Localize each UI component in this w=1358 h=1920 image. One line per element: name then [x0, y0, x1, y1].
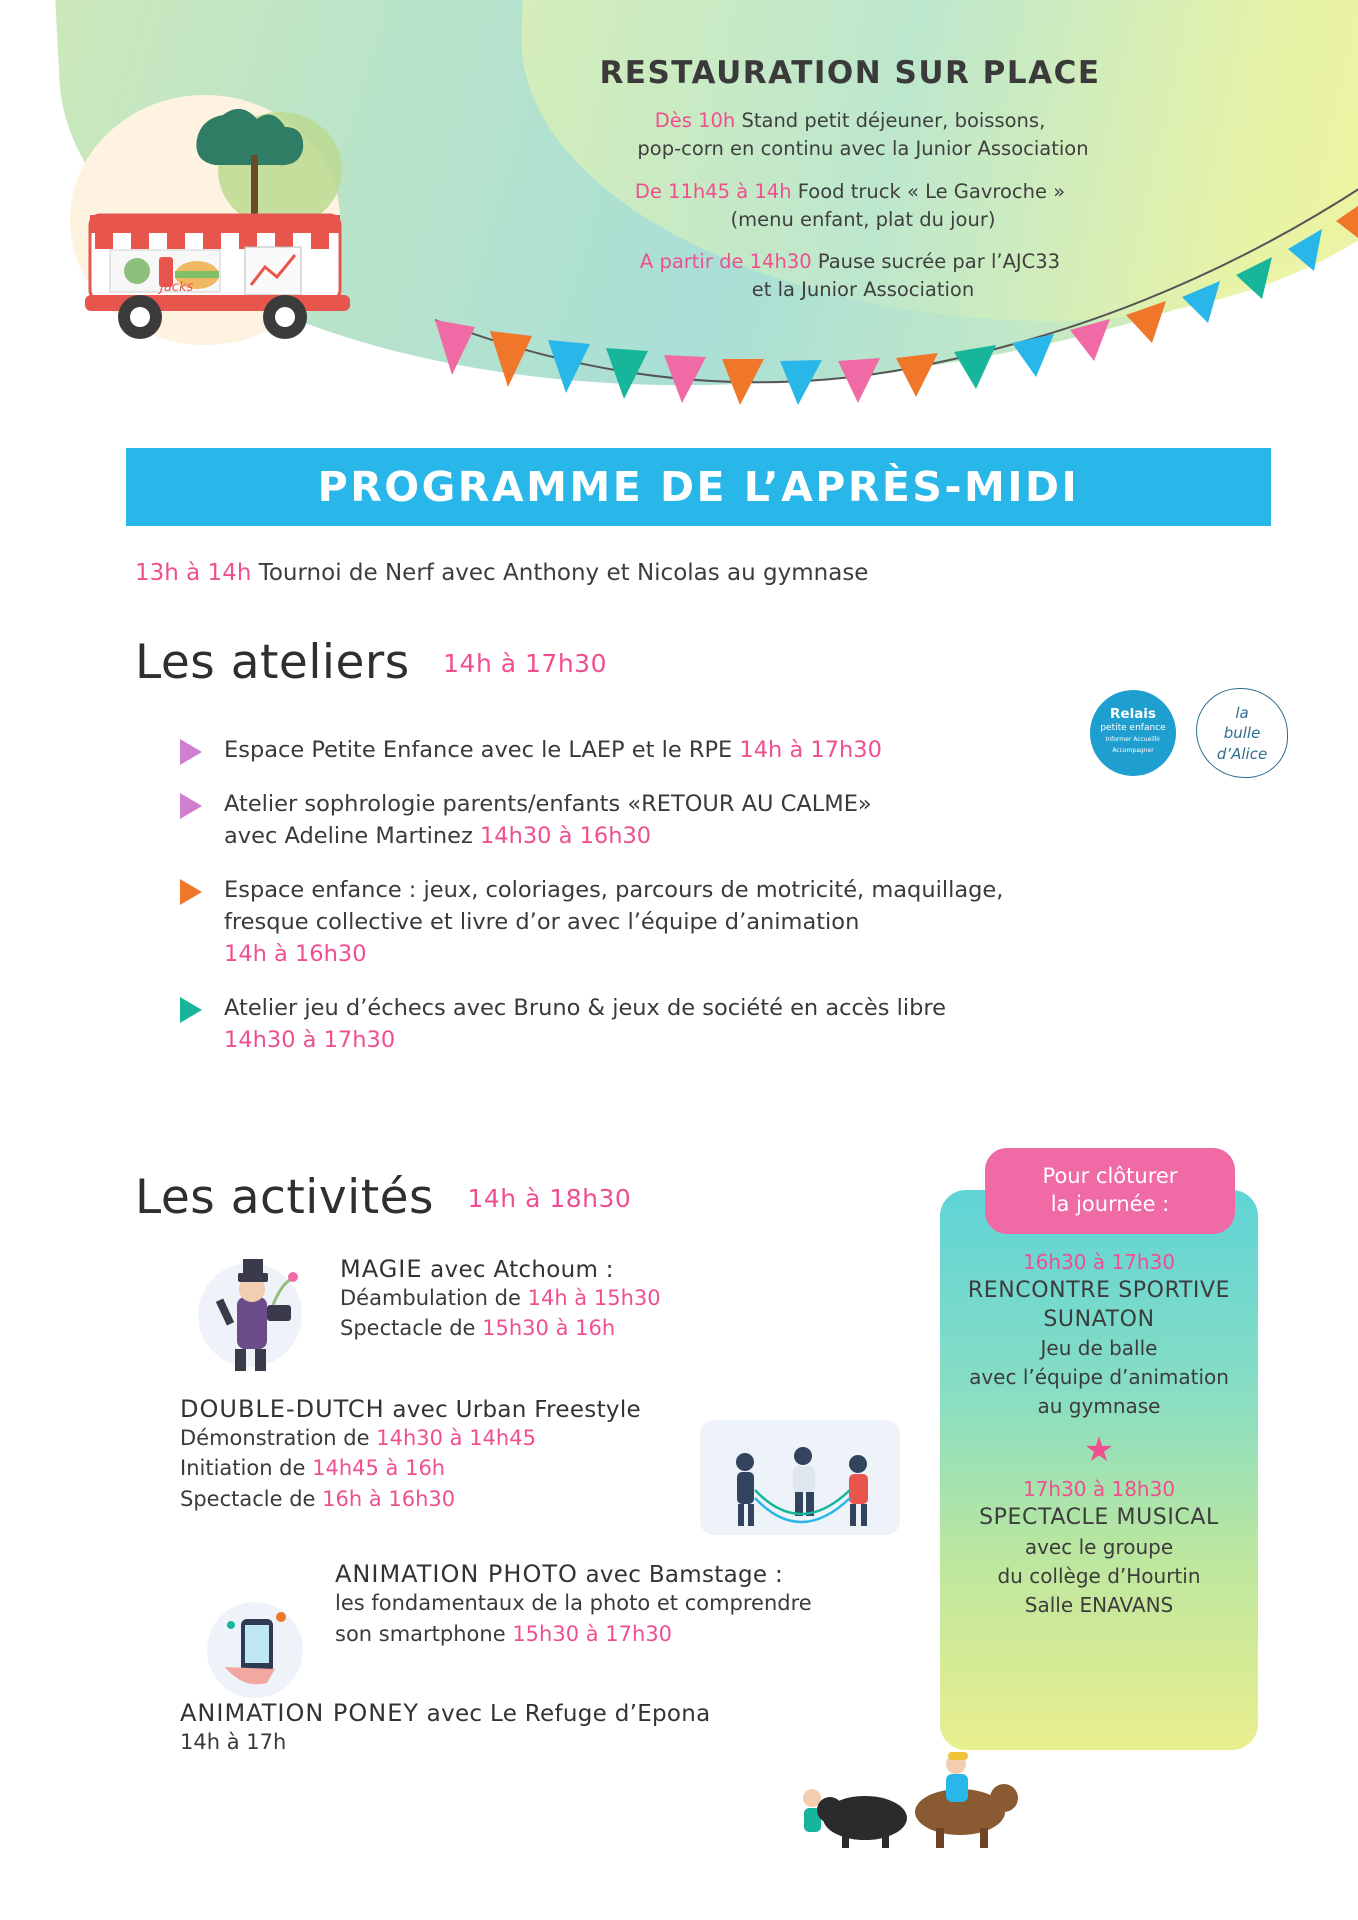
closing-panel: [940, 1190, 1258, 1750]
restauration-text-6: et la Junior Association: [751, 278, 975, 302]
activite-2-title-rest: avec Bamstage :: [577, 1562, 783, 1589]
activite-0-title-rest: avec Atchoum :: [422, 1257, 614, 1283]
closing-block1-title1: RENCONTRE SPORTIVE: [967, 1278, 1231, 1303]
activite-1-line-0-text: Démonstration de: [180, 1426, 377, 1450]
relais-petite-enfance-badge: [1090, 690, 1176, 776]
restauration-title: RESTAURATION SUR PLACE: [599, 55, 1101, 91]
activite-2-line-1-time: 15h30 à 17h30: [512, 1621, 673, 1646]
atelier-text: [224, 789, 872, 853]
restauration-block: [480, 55, 1220, 319]
nerf-text: Tournoi de Nerf avec Anthony et Nicolas au gymnase: [258, 560, 869, 586]
activites-title-time: 14h à 18h30: [467, 1184, 632, 1213]
closing-block1-sub1: Jeu de balle: [1040, 1336, 1158, 1361]
activite-3-title-cap: ANIMATION PONEY: [180, 1699, 420, 1728]
closing-panel-header: [985, 1148, 1235, 1234]
activite-0-title-cap: MAGIE: [340, 1255, 423, 1283]
bullet-triangle-icon: [180, 739, 202, 765]
ateliers-title-time: 14h à 17h30: [443, 649, 607, 678]
atelier-2-text: Espace enfance : jeux, coloriages, parcours de motricité, maquillage,: [224, 876, 1004, 903]
atelier-item: [180, 993, 1080, 1057]
atelier-1-text: Atelier sophrologie parents/enfants «RETOUR AU CALME»: [224, 790, 872, 817]
activite-2-title: [335, 1560, 940, 1588]
activite-0-title: [340, 1255, 940, 1283]
atelier-0-text: Espace Petite Enfance avec le LAEP et le RPE: [224, 737, 733, 763]
restauration-time-2: De 11h45 à 14h: [634, 179, 792, 203]
restauration-text-2: pop-corn en continu avec la Junior Association: [637, 137, 1089, 161]
activite-item-magie: [340, 1255, 940, 1365]
bullet-triangle-icon: [180, 793, 202, 819]
activite-1-line-1-text: Initiation de: [180, 1456, 313, 1481]
activite-2-title-cap: ANIMATION PHOTO: [335, 1560, 578, 1589]
activite-2-line-1-text: son smartphone: [335, 1621, 513, 1646]
restauration-time-1: Dès 10h: [654, 109, 736, 132]
activite-item-poney: [180, 1699, 940, 1757]
atelier-2-line2: fresque collective et livre d’or avec l’équipe d’animation: [224, 908, 860, 935]
activite-item-double-dutch: [180, 1395, 940, 1514]
closing-block2-sub3: Salle ENAVANS: [1024, 1592, 1174, 1617]
atelier-text: [224, 735, 882, 767]
restauration-line-2: [480, 178, 1220, 235]
activite-2-line-0-text: les fondamentaux de la photo et comprendre: [335, 1591, 812, 1616]
nerf-tournament-line: [135, 560, 868, 586]
activite-1-line-2-text: Spectacle de: [180, 1486, 323, 1511]
closing-block2-sub1: avec le groupe: [1024, 1534, 1174, 1559]
activite-2-line-0: [335, 1588, 940, 1618]
activite-1-line-0-time: 14h30 à 14h45: [376, 1426, 536, 1450]
atelier-1-time2: 14h30 à 16h30: [479, 822, 652, 849]
atelier-item: [180, 875, 1080, 971]
activite-1-line-1-time: 14h45 à 16h: [312, 1456, 446, 1481]
restauration-text-1: Stand petit déjeuner, boissons,: [741, 109, 1046, 132]
activite-0-line-0-time: 14h à 15h30: [527, 1286, 661, 1310]
ateliers-list: [180, 735, 1080, 1079]
activite-1-title-rest: avec Urban Freestyle: [384, 1397, 641, 1423]
bulle-badge-line3: d’Alice: [1216, 744, 1268, 763]
atelier-0-time: 14h à 17h30: [739, 737, 882, 763]
activites-title-text: Les activités: [135, 1170, 435, 1225]
activite-item-photo: [335, 1560, 940, 1649]
closing-block2-sub2: du collège d’Hourtin: [997, 1563, 1201, 1588]
atelier-text: [224, 875, 1003, 971]
ateliers-section-title: [135, 635, 607, 690]
activite-1-title: [180, 1395, 940, 1423]
activite-0-line-0-text: Déambulation de: [340, 1286, 528, 1310]
atelier-1-line2: avec Adeline Martinez: [224, 822, 473, 849]
restauration-text-4: (menu enfant, plat du jour): [730, 207, 996, 231]
activites-list: [180, 1255, 940, 1788]
activite-1-title-cap: DOUBLE-DUTCH: [180, 1395, 385, 1423]
activite-3-title: [180, 1699, 940, 1727]
nerf-time: 13h à 14h: [135, 560, 252, 586]
relais-badge-line1: Relais: [1110, 706, 1156, 722]
activite-0-line-0: [340, 1283, 940, 1313]
programme-banner-label: PROGRAMME DE L’APRÈS-MIDI: [317, 463, 1080, 511]
bulle-badge-line1: la: [1235, 704, 1249, 722]
closing-head-line2: la journée :: [1050, 1192, 1170, 1217]
atelier-item: [180, 735, 1080, 767]
restauration-line-3: [480, 248, 1220, 305]
closing-head-line1: Pour clôturer: [1042, 1164, 1178, 1188]
activite-1-line-2-time: 16h à 16h30: [322, 1486, 456, 1511]
svg-text:Jacks: Jacks: [160, 280, 194, 295]
closing-block2-title1: SPECTACLE MUSICAL: [979, 1505, 1219, 1531]
closing-block2-time: 17h30 à 18h30: [1022, 1477, 1176, 1502]
restauration-text-5: Pause sucrée par l’AJC33: [817, 250, 1061, 274]
ateliers-title-text: Les ateliers: [135, 635, 410, 690]
activite-2-line-1: [335, 1619, 940, 1649]
activite-0-line-1: [340, 1313, 940, 1343]
star-icon: ★: [1083, 1430, 1115, 1471]
closing-block1-title2: SUNATON: [1043, 1306, 1155, 1332]
activite-0-line-1-text: Spectacle de: [340, 1316, 483, 1341]
atelier-text: [224, 993, 946, 1057]
activite-1-line-1: [180, 1453, 940, 1483]
closing-block1-sub3: au gymnase: [1037, 1394, 1161, 1419]
restauration-time-3: A partir de 14h30: [639, 250, 812, 274]
atelier-2-time2: 14h à 16h30: [224, 940, 367, 967]
la-bulle-dalice-badge: [1196, 688, 1288, 778]
programme-banner: [126, 448, 1271, 526]
bullet-triangle-icon: [180, 879, 202, 905]
activite-1-line-0: [180, 1423, 940, 1453]
restauration-line-1: [480, 107, 1220, 164]
food-truck-illustration: [55, 95, 415, 345]
relais-badge-line2: petite enfance: [1100, 722, 1166, 733]
closing-block1-sub2: avec l’équipe d’animation: [969, 1365, 1229, 1390]
bullet-triangle-icon: [180, 997, 202, 1023]
activite-1-line-2: [180, 1484, 940, 1514]
activite-0-line-1-time: 15h30 à 16h: [482, 1316, 616, 1341]
activite-3-line-0-time: 14h à 17h: [180, 1730, 287, 1755]
activites-section-title: [135, 1170, 631, 1225]
atelier-3-time2: 14h30 à 17h30: [224, 1026, 396, 1053]
bulle-badge-line2: bulle: [1223, 724, 1261, 743]
atelier-3-text: Atelier jeu d’échecs avec Bruno & jeux de société en accès libre: [224, 994, 946, 1021]
activite-3-title-rest: avec Le Refuge d’Epona: [419, 1701, 711, 1728]
relais-badge-line3: Informer Accueillir Accompagner: [1105, 736, 1161, 755]
closing-block1-time: 16h30 à 17h30: [1022, 1250, 1176, 1274]
atelier-item: [180, 789, 1080, 853]
restauration-text-3: Food truck « Le Gavroche »: [797, 179, 1066, 203]
